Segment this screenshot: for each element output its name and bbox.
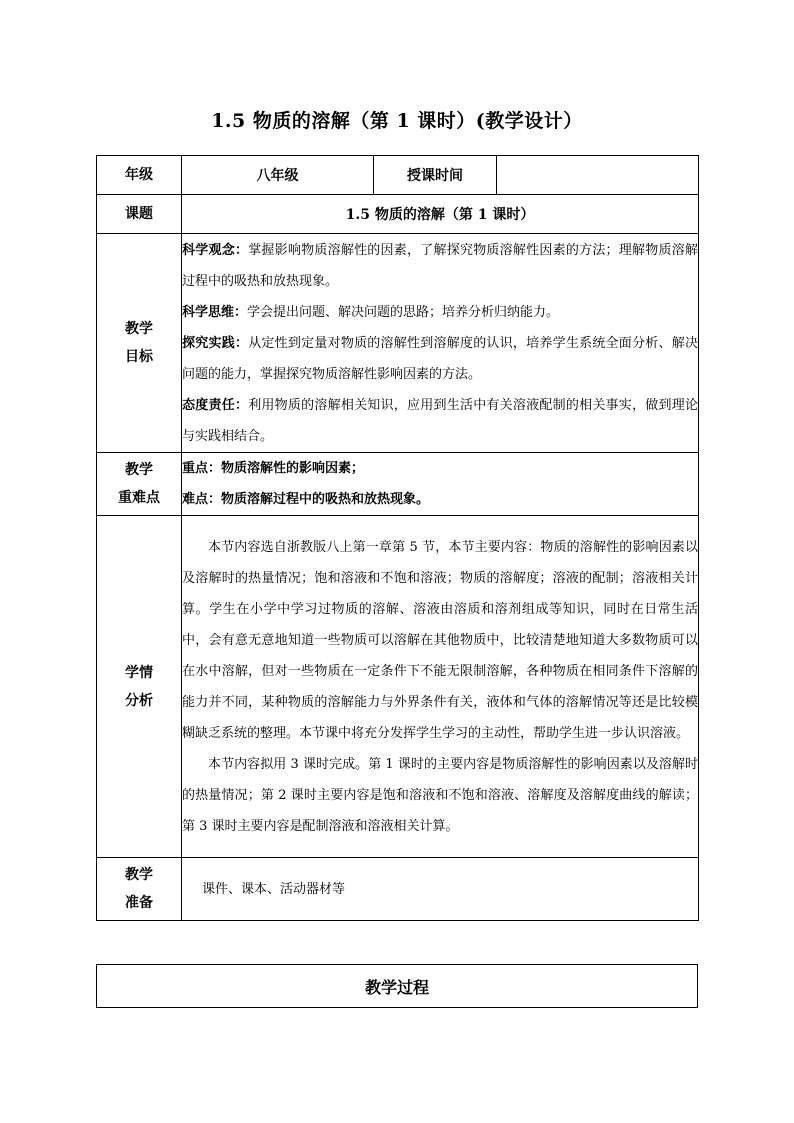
- goal-lead: 科学观念：: [182, 242, 249, 258]
- prep-label-line1: 教学: [125, 867, 153, 883]
- goals-label: [97, 234, 182, 453]
- class-time-value: [497, 156, 699, 195]
- analysis-label-line1: 学情: [125, 664, 153, 681]
- topic-label: 课题: [97, 195, 182, 234]
- analysis-content: [182, 516, 699, 858]
- prep-row: [97, 858, 699, 921]
- teaching-process-heading: 教学过程: [96, 964, 698, 1008]
- key-text: 物质溶解过程中的吸热和放热现象。: [221, 492, 430, 507]
- analysis-label-line2: 分析: [125, 692, 153, 709]
- prep-label: [97, 858, 182, 921]
- goal-lead: 科学思维：: [182, 304, 248, 320]
- goal-item: [182, 390, 698, 452]
- goal-item: [182, 297, 698, 328]
- key-lead: 难点：: [182, 492, 222, 507]
- analysis-label: [97, 516, 182, 858]
- goal-lead: 态度责任：: [182, 397, 249, 413]
- grade-row: [97, 156, 699, 195]
- goal-item: [182, 328, 698, 390]
- goal-item: [182, 235, 698, 297]
- key-lead: 重点：: [182, 461, 222, 476]
- key-item: [182, 453, 698, 484]
- topic-value: 1.5 物质的溶解（第 1 课时）: [182, 195, 699, 234]
- goal-lead: 探究实践：: [182, 335, 249, 351]
- goal-text: 掌握影响物质溶解性的因素，了解探究物质溶解性因素的方法；理解物质溶解过程中的吸热和放热现象。: [182, 242, 698, 289]
- key-label-line1: 教学: [125, 462, 153, 478]
- goals-row: [97, 234, 699, 453]
- key-item: [182, 484, 698, 515]
- goals-label-line2: 目标: [125, 349, 153, 365]
- topic-row: [97, 195, 699, 234]
- class-time-label: 授课时间: [374, 156, 497, 195]
- key-points-row: [97, 453, 699, 516]
- grade-label: 年级: [97, 156, 182, 195]
- goal-text: 利用物质的溶解相关知识，应用到生活中有关溶液配制的相关事实，做到理论与实践相结合。: [182, 397, 698, 444]
- goals-label-line1: 教学: [125, 321, 153, 337]
- analysis-paragraph: 本节内容拟用 3 课时完成。第 1 课时的主要内容是物质溶解性的影响因素以及溶解时的热量情况；第 2 课时主要内容是饱和溶液和不饱和溶液、溶解度及溶解度曲线的解读；第 3 课时主要内容是配制溶液和溶液相关计算。: [182, 756, 698, 834]
- lesson-plan-table: [96, 155, 699, 921]
- grade-value: 八年级: [182, 156, 374, 195]
- goal-text: 从定性到定量对物质的溶解性到溶解度的认识，培养学生系统全面分析、解决问题的能力，掌握探究物质溶解性影响因素的方法。: [182, 335, 698, 382]
- key-text: 物质溶解性的影响因素；: [221, 461, 365, 476]
- analysis-paragraph: 本节内容选自浙教版八上第一章第 5 节，本节主要内容：物质的溶解性的影响因素以及溶解时的热量情况；饱和溶液和不饱和溶液；物质的溶解度；溶液的配制；溶液相关计算。学生在小学中学习过物质的溶解、溶液由溶质和溶剂组成等知识，同时在日常生活中，会有意无意地知道一些物质可以溶解在其他物质中，比较清楚地知道大多数物质可以在水中溶解，但对一些物质在一定条件下不能无限制溶解，各种物质在相同条件下溶解的能力并不同，某种物质的溶解能力与外界条件有关，液体和气体的溶解情况等还是比较模糊缺乏系统的整理。本节课中将充分发挥学生学习的主动性，帮助学生进一步认识溶液。: [182, 539, 698, 741]
- key-points-content: [182, 453, 699, 516]
- document-title: 1.5 物质的溶解（第 1 课时）(教学设计）: [211, 110, 583, 132]
- prep-label-line2: 准备: [125, 895, 153, 911]
- prep-content: 课件、课本、活动器材等: [182, 858, 699, 921]
- goal-text: 学会提出问题、解决问题的思路；培养分析归纳能力。: [247, 304, 560, 320]
- analysis-row: [97, 516, 699, 858]
- key-points-label: [97, 453, 182, 516]
- key-label-line2: 重难点: [118, 490, 160, 506]
- goals-content: [182, 234, 699, 453]
